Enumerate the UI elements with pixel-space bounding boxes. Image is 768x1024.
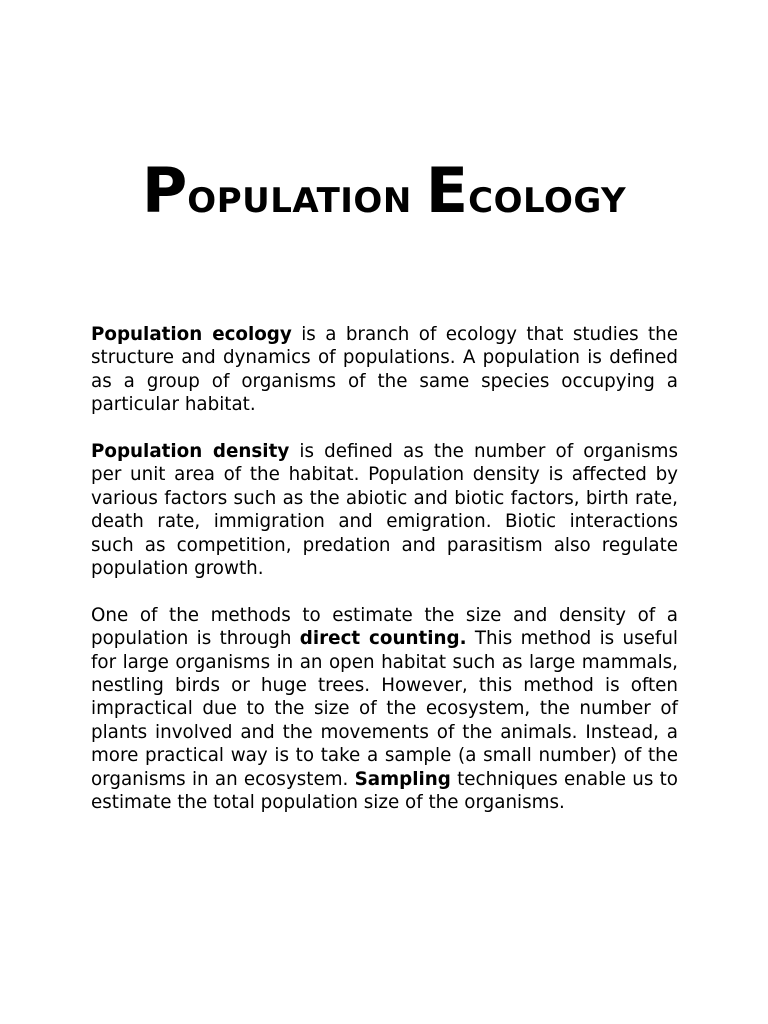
paragraph-direct-counting <box>91 604 678 815</box>
page-title <box>0 154 768 227</box>
document-body <box>91 323 678 838</box>
term-sampling: Sampling <box>354 768 451 790</box>
paragraph-text: This method is useful for large organisms in an open habitat such as large mammals, nestling birds or huge trees. However, this method is often impractical due to the size of the ecosystem, the number of plants involved and the movements of the animals. Instead, a more practical way is to take a sample (a small number) of the organisms in an ecosystem. <box>91 628 678 790</box>
paragraph-text: One of the methods to estimate the size and density of a population is through <box>91 604 678 650</box>
term-direct-counting: direct counting. <box>299 628 467 650</box>
title-word-ecology: COLOGY <box>468 181 627 221</box>
paragraph-population-density <box>91 440 678 580</box>
paragraph-text: is defined as the number of organisms per unit area of the habitat. Population density is affected by various factors such as the abiotic and biotic factors, birth rate, death rate, immigration and emigration. Biotic interactions such as competition, predation and parasitism also regulate population growth. <box>91 441 678 580</box>
paragraph-text: is a branch of ecology that studies the structure and dynamics of populations. A population is defined as a group of organisms of the same species occupying a particular habitat. <box>91 324 679 416</box>
title-initial-e: E <box>425 154 469 227</box>
paragraph-population-ecology <box>91 323 678 417</box>
term-population-ecology: Population ecology <box>91 324 292 345</box>
term-population-density: Population density <box>91 441 290 463</box>
title-initial-p: P <box>141 154 188 227</box>
title-word-population: OPULATION <box>187 181 412 221</box>
paragraph-text: techniques enable us to estimate the total population size of the organisms. <box>91 768 678 814</box>
